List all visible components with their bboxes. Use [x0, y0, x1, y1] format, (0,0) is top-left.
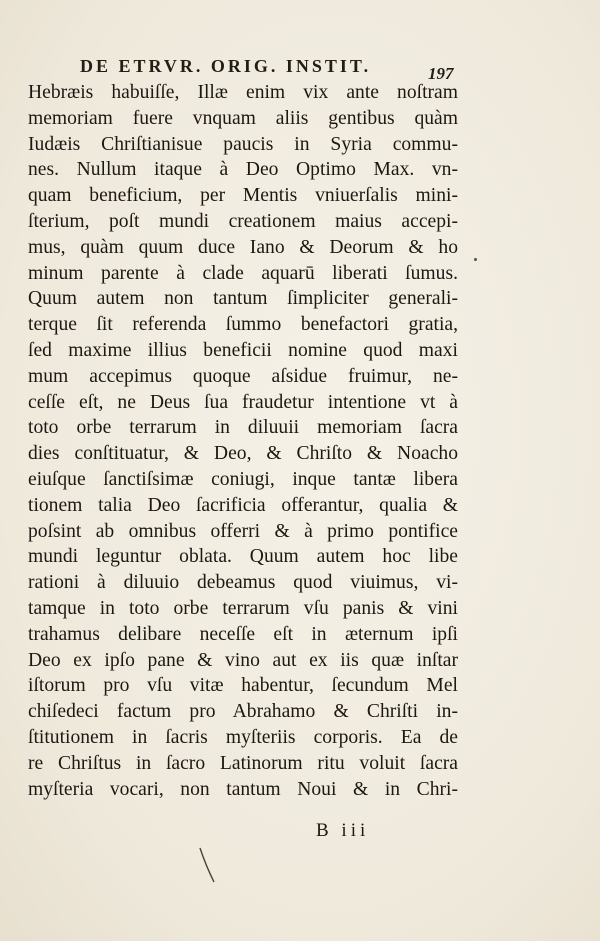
text-line: ſed maxime illius beneficii nomine quod maxi	[28, 339, 458, 361]
text-line: poſsint ab omnibus offerri & à primo pontifice	[28, 520, 458, 542]
text-line: iſtorum pro vſu vitæ habentur, ſecundum Mel	[28, 675, 458, 697]
text-line: Quum autem non tantum ſimpliciter generali-	[28, 288, 458, 310]
text-line: mum accepimus quoque aſsidue fruimur, ne-	[28, 365, 458, 387]
margin-dot-mark	[474, 258, 477, 261]
text-line: ceſſe eſt, ne Deus ſua fraudetur intentione vt à	[28, 391, 458, 413]
running-head: DE ETRVR. ORIG. INSTIT.	[80, 56, 372, 76]
text-line: Deo ex ipſo pane & vino aut ex iis quæ inſtar	[28, 649, 458, 671]
text-line: eiuſque ſanctiſsimæ coniugi, inque tantæ libera	[28, 468, 458, 490]
text-line: myſteria vocari, non tantum Noui & in Chri-	[28, 778, 458, 800]
text-line: minum parente à clade aquarū liberati ſumus.	[28, 262, 458, 284]
text-line: dies conſtituatur, & Deo, & Chriſto & Noacho	[28, 443, 458, 465]
text-line: Iudæis Chriſtianisue paucis in Syria commu-	[28, 133, 458, 155]
text-line: memoriam fuere vnquam aliis gentibus quàm	[28, 107, 458, 129]
text-line: quam beneficium, per Mentis vniuerſalis mini-	[28, 185, 458, 207]
text-line: mus, quàm quum duce Iano & Deorum & ho	[28, 236, 458, 258]
text-line: rationi à diluuio debeamus quod viuimus, vi-	[28, 572, 458, 594]
text-line: ſterium, poſt mundi creationem maius accepi-	[28, 210, 458, 232]
text-line: re Chriſtus in ſacro Latinorum ritu voluit ſacra	[28, 752, 458, 774]
text-line: terque ſit referenda ſummo benefactori gratia,	[28, 314, 458, 336]
text-line: tamque in toto orbe terrarum vſu panis & vini	[28, 597, 458, 619]
text-line: tionem talia Deo ſacrificia offerantur, qualia &	[28, 494, 458, 516]
signature-mark: B iii	[316, 820, 370, 841]
page-number: 197	[428, 64, 454, 83]
text-line: chiſedeci factum pro Abrahamo & Chriſti in-	[28, 701, 458, 723]
pen-stroke-mark	[198, 846, 218, 886]
text-line: ſtitutionem in ſacris myſteriis corporis. Ea de	[28, 726, 458, 748]
text-line: nes. Nullum itaque à Deo Optimo Max. vn-	[28, 159, 458, 181]
text-line: Hebræis habuiſſe, Illæ enim vix ante noſtram	[28, 82, 458, 103]
text-line: mundi leguntur oblata. Quum autem hoc libe	[28, 546, 458, 568]
text-line: trahamus delibare neceſſe eſt in æternum ipſi	[28, 623, 458, 645]
body-text	[28, 80, 458, 802]
text-line: toto orbe terrarum in diluuii memoriam ſacra	[28, 417, 458, 439]
